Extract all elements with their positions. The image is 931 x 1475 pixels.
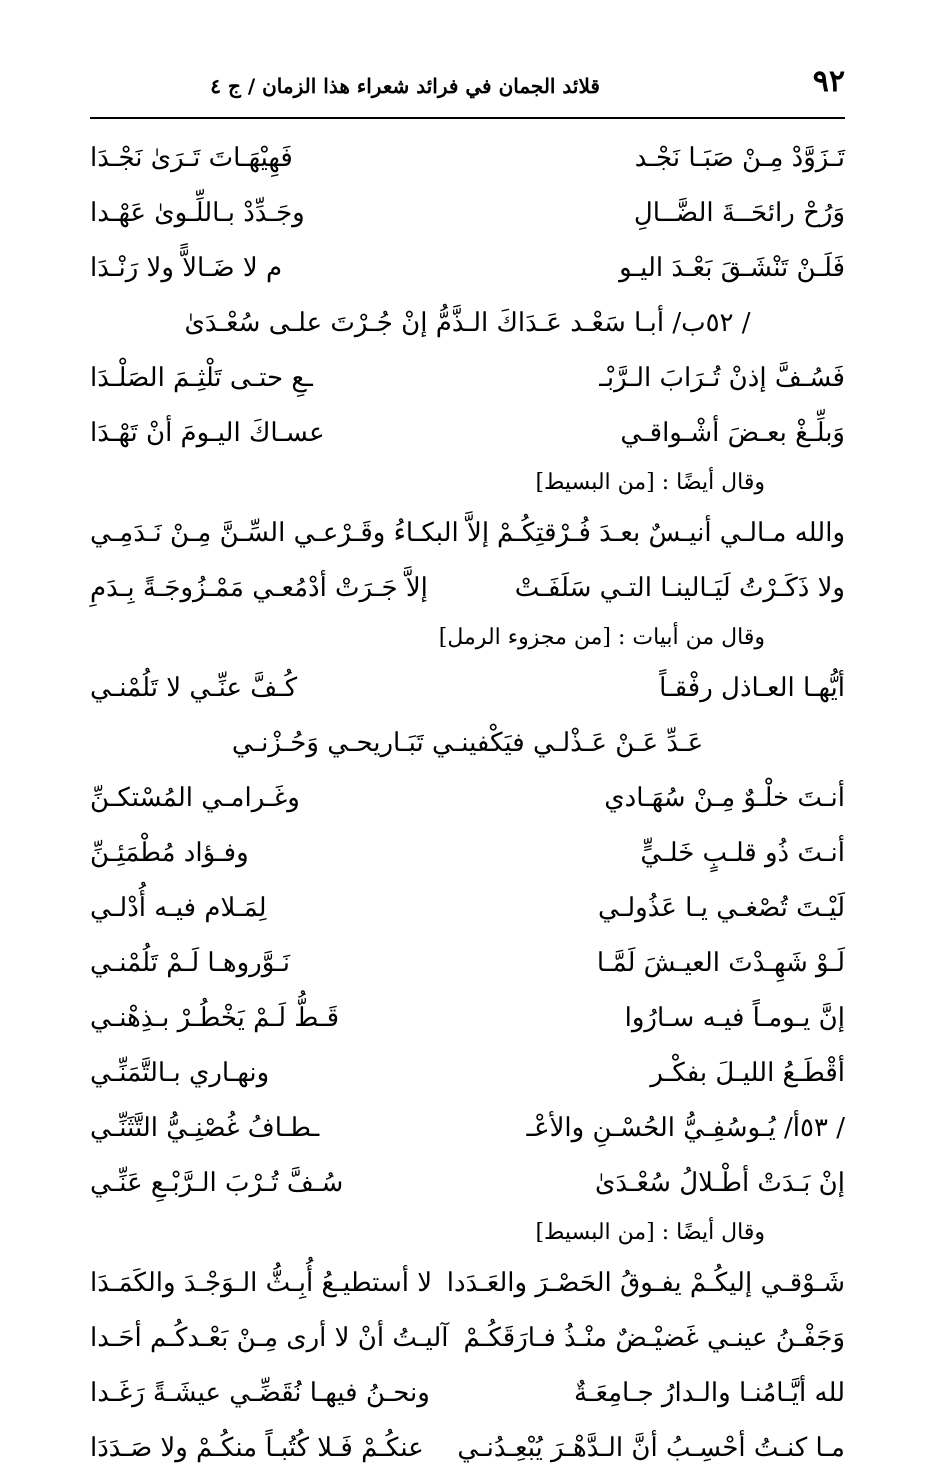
- verse-first-hemistich: إنْ بَـدَتْ أطْـلالُ سُعْـدَىٰ: [595, 1167, 845, 1198]
- verse-second-hemistich: لِمَـلام فيـه أُدْلـي: [90, 892, 267, 923]
- header-rule: [90, 117, 845, 119]
- verse-first-hemistich: / ٥٢ب/ أبـا سَعْـد عَـدَاكَ الـذَّمُّ إنْ جُـرْتَ علـى سُعْـدَىٰ: [184, 307, 751, 338]
- verse-first-hemistich: أنـتَ خلْـوٌ مِـنْ سُهَـادي: [604, 782, 845, 813]
- verse-line: [90, 1100, 845, 1155]
- poem-section: [90, 130, 845, 460]
- verse-line: [90, 505, 845, 560]
- verse-first-hemistich: أيُّهـا العـاذل رفْقـاً: [659, 672, 845, 703]
- verse-line: [90, 240, 845, 295]
- verse-first-hemistich: مـا كنـتُ أحْسِـبُ أنَّ الـدَّهْـرَ يُبْعِـدُنـي: [457, 1432, 845, 1463]
- verse-line: [90, 880, 845, 935]
- verse-second-hemistich: وغَـرامـي المُسْتكـنِّ: [90, 782, 300, 813]
- verse-first-hemistich: فَسُـفَّ إذنْ تُـرَابَ الـرَّبْـ: [599, 362, 845, 393]
- poem-section: [90, 1210, 845, 1475]
- verse-second-hemistich: ـطـافُ غُصْنِـيُّ التَّثَنِّـي: [90, 1112, 320, 1143]
- poem-intro: وقال أيضًا : [من البسيط]: [535, 1220, 765, 1245]
- verse-second-hemistich: عنكُـمْ فَـلا كُتُبـاً منكُـمْ ولا صَـدَدَا: [90, 1432, 424, 1463]
- verse-first-hemistich: لَـوْ شَهِـدْتَ العيـشَ لَمَّـا: [596, 947, 845, 978]
- verse-first-hemistich: / ٥٣أ/ يُـوسُفِـيُّ الحُسْـنِ والأعْـ: [526, 1112, 845, 1143]
- verse-line: [90, 825, 845, 880]
- verse-first-hemistich: وَجَفْـنُ عينـي غَضيْـضٌ منْـذُ فـارَقَكُـمْ: [463, 1322, 845, 1353]
- verse-second-hemistich: آليـتُ أنْ لا أرى مِـنْ بَعْـدكُـم أحَـدا: [90, 1322, 449, 1353]
- verse-first-hemistich: تَـزَوَّدْ مِـنْ صَبَـا نَجْـد: [634, 142, 845, 173]
- verse-second-hemistich: سُـفَّ تُـرْبَ الـرَّبْـعِ عَنِّـي: [90, 1167, 344, 1198]
- verse-second-hemistich: لا أستطيـعُ أُبِـثُّ الـوَجْـدَ والكَمَـدَا: [90, 1267, 433, 1298]
- verse-line: [90, 990, 845, 1045]
- verse-second-hemistich: عسـاكَ اليـومَ أنْ تَهْـدَا: [90, 417, 325, 448]
- poem-intro: وقال من أبيات : [من مجزوء الرمل]: [438, 625, 765, 650]
- verse-first-hemistich: لله أيَّـامُنـا والـدارُ جـامِعَـةٌ: [574, 1377, 845, 1408]
- verse-line: [90, 405, 845, 460]
- verse-line: [90, 1420, 845, 1475]
- page-number: ٩٢: [812, 64, 845, 99]
- verse-first-hemistich: لَيْـتَ تُصْغـي يـا عَذُولـي: [597, 892, 845, 923]
- verse-line: [90, 1045, 845, 1100]
- verse-first-hemistich: ولا ذَكَـرْتُ لَيَـالينـا التـي سَلَفَـتْ: [514, 572, 845, 603]
- verse-second-hemistich: فَهِيْهَـاتَ تَـرَىٰ نَجْـدَا: [90, 142, 293, 173]
- verse-second-hemistich: وجَـدِّدْ بـاللِّـوىٰ عَهْـدا: [90, 197, 305, 228]
- verse-line: [90, 350, 845, 405]
- verse-first-hemistich: والله مـالـي أنيـسٌ بعـدَ فُـرْقتِكُـمْ: [496, 517, 845, 548]
- verse-second-hemistich: كُـفَّ عنِّـي لا تَلُمْنـي: [90, 672, 298, 703]
- verse-line: [90, 295, 845, 350]
- verse-line: [90, 130, 845, 185]
- verse-line: [90, 560, 845, 615]
- verse-second-hemistich: إلاَّ جَـرَتْ أدْمُعـي مَمْـزُوجَـةً بِـدَمِ: [90, 572, 428, 603]
- verse-line: [90, 185, 845, 240]
- verse-second-hemistich: إلاَّ البكـاءُ وقَـرْعـي السِّـنَّ مِـنْ نَـدَمِـي: [90, 517, 490, 548]
- verse-line: [90, 1365, 845, 1420]
- verse-first-hemistich: أقْطَـعُ الليـلَ بفكْـر: [650, 1057, 845, 1088]
- verse-line: [90, 1310, 845, 1365]
- verse-second-hemistich: وفـؤاد مُطْمَئِـنِّ: [90, 837, 249, 868]
- verse-first-hemistich: وَبلِّـغْ بعـضَ أشْـواقـي: [620, 417, 845, 448]
- verse-line: [90, 715, 845, 770]
- verse-second-hemistich: ـعِ حتـى تَلْثِـمَ الصَلْـدَا: [90, 362, 313, 393]
- verse-line: [90, 770, 845, 825]
- poem-section: [90, 615, 845, 1210]
- verse-second-hemistich: ونهـاري بـالتَّمَنِّـي: [90, 1057, 270, 1088]
- verse-first-hemistich: فَلَـنْ تَنْشَـقَ بَعْـدَ اليـو: [619, 252, 845, 283]
- verse-first-hemistich: شَـوْقـي إليكُـمْ يفـوقُ الحَصْـرَ والعَـدَدا: [446, 1267, 845, 1298]
- verse-first-hemistich: وَرُحْ رائحَــةَ الضَّــالِ: [633, 197, 845, 228]
- verse-second-hemistich: نَـوَّروهـا لَـمْ تَلُمْنـي: [90, 947, 291, 978]
- poem-intro: وقال أيضًا : [من البسيط]: [535, 470, 765, 495]
- verse-line: [90, 1255, 845, 1310]
- verse-first-hemistich: إنَّ يـومـاً فيـه سـارُوا: [624, 1002, 845, 1033]
- page-header: [90, 62, 845, 112]
- verse-second-hemistich: قَـطُّ لَـمْ يَخْطُـرْ بـذِهْنـي: [90, 1002, 340, 1033]
- verse-second-hemistich: ونحـنُ فيهـا نُقَضِّـي عيشَـةً رَغَـدا: [90, 1377, 430, 1408]
- verse-second-hemistich: م لا ضَـالاًّ ولا رَنْـدَا: [90, 252, 283, 283]
- verse-first-hemistich: أنـتَ ذُو قلـبٍ خَلـيٍّ: [640, 837, 845, 868]
- verse-line: [90, 1155, 845, 1210]
- verse-line: [90, 935, 845, 990]
- poem-body: [90, 130, 845, 1475]
- verse-first-hemistich: عَـدِّ عَـنْ عَـذْلـي فيَكْفينـي تَبَـاريحـي وَحُـزْنـي: [231, 727, 704, 758]
- running-title: قلائد الجمان في فرائد شعراء هذا الزمان / ج ٤: [210, 74, 600, 98]
- verse-line: [90, 660, 845, 715]
- poem-section: [90, 460, 845, 615]
